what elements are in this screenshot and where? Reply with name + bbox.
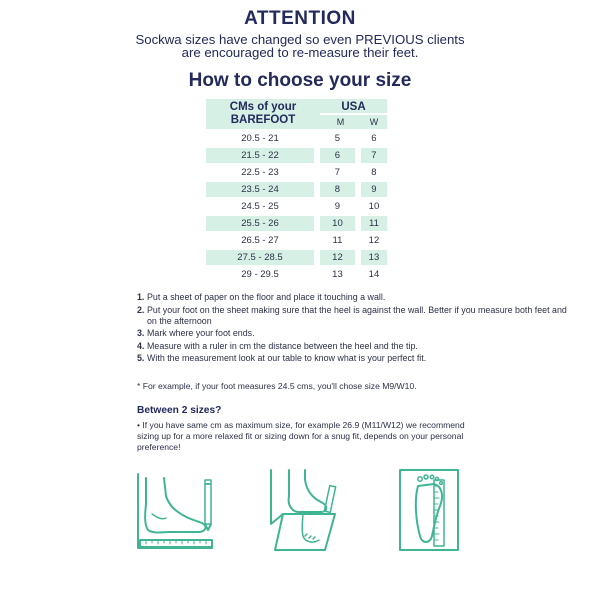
barefoot-cm-cell: 20.5 - 21 [206,131,320,146]
usa-women-size-cell: 12 [361,233,387,248]
usa-men-size-cell: 5 [320,131,361,146]
barefoot-cm-cell: 27.5 - 28.5 [206,250,320,265]
usa-women-size-cell: 14 [361,267,387,282]
step-number: 3. [137,328,145,338]
usa-women-size-cell: 6 [361,131,387,146]
step-text: Mark where your foot ends. [147,328,255,338]
size-table-row [206,216,387,231]
step-item [137,328,577,339]
foot-on-paper-wall-icon [265,466,345,556]
attention-heading: ATTENTION [244,8,356,29]
men-column-header: M [320,115,361,129]
usa-women-size-cell: 11 [361,216,387,231]
size-guide-title: How to choose your size [188,70,412,91]
notice-line-1: Sockwa sizes have changed so even PREVIOUS clients [135,32,465,47]
size-table [206,97,387,284]
usa-column-header: USA [320,99,387,113]
barefoot-cm-cell: 24.5 - 25 [206,199,320,214]
step-number: 2. [137,304,145,315]
barefoot-cm-cell: 26.5 - 27 [206,233,320,248]
between-sizes-title: Between 2 sizes? [137,405,222,416]
women-column-header: W [361,115,387,129]
usa-men-size-cell: 10 [320,216,361,231]
step-item [137,341,577,352]
step-item [137,292,577,303]
usa-men-size-cell: 7 [320,165,361,180]
size-table-row [206,131,387,146]
cm-header-line-1: CMs of your [229,101,297,113]
step-text: Measure with a ruler in cm the distance between the heel and the tip. [147,340,418,351]
size-table-row [206,182,387,197]
barefoot-cm-cell: 21.5 - 22 [206,148,320,163]
usa-women-size-cell: 9 [361,182,387,197]
step-text: With the measurement look at our table to know what is your perfect fit. [147,353,427,363]
cm-header-line-2: BAREFOOT [230,114,296,126]
size-table-row [206,165,387,180]
usa-men-size-cell: 6 [320,148,361,163]
usa-men-size-cell: 9 [320,199,361,214]
usa-men-size-cell: 13 [320,267,361,282]
step-text: Put a sheet of paper on the floor and place it touching a wall. [147,292,386,302]
usa-women-size-cell: 7 [361,148,387,163]
notice-text [0,33,600,59]
barefoot-cm-cell: 29 - 29.5 [206,267,320,282]
size-table-row [206,199,387,214]
usa-women-size-cell: 8 [361,165,387,180]
size-table-row [206,267,387,282]
usa-men-size-cell: 8 [320,182,361,197]
step-text: Put your foot on the sheet making sure that the heel is against the wall. Better if you measure both feet and on the afternoon [147,304,567,326]
barefoot-cm-cell: 25.5 - 26 [206,216,320,231]
notice-line-2: are encouraged to re-measure their feet. [181,45,419,60]
barefoot-cm-cell: 22.5 - 23 [206,165,320,180]
example-note: * For example, if your foot measures 24.5 cms, you'll chose size M9/W10. [137,381,417,391]
measuring-steps [137,292,577,366]
size-table-row [206,233,387,248]
usa-men-size-cell: 12 [320,250,361,265]
cm-column-header [206,99,320,129]
usa-men-size-cell: 11 [320,233,361,248]
usa-women-size-cell: 10 [361,199,387,214]
between-sizes-text: • If you have same cm as maximum size, for example 26.9 (M11/W12) we recommend sizing up for a more relaxed fit or sizing down for a snug fit, depends on your personal preference! [137,420,465,452]
step-item [137,305,577,327]
usa-women-size-cell: 13 [361,250,387,265]
barefoot-cm-cell: 23.5 - 24 [206,182,320,197]
size-table-row [206,250,387,265]
step-number: 1. [137,292,145,302]
step-item [137,353,577,364]
size-table-row [206,148,387,163]
size-table-header-row [206,99,387,113]
footprint-ruler-icon [396,466,462,556]
step-number: 4. [137,340,145,351]
step-number: 5. [137,353,145,363]
foot-side-ruler-icon [132,468,222,558]
